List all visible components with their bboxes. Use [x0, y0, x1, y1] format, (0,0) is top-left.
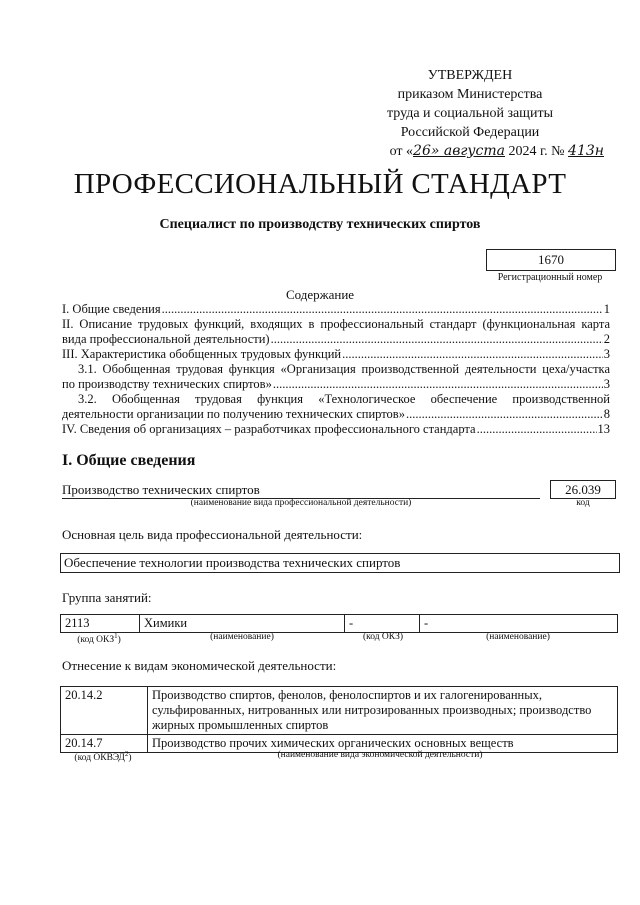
- toc-item: IV. Сведения об организациях – разработчиках профессионального стандарта ..... 13: [62, 422, 610, 437]
- occupation-group-table: [60, 614, 618, 633]
- goal-text: Обеспечение технологии производства технических спиртов: [60, 553, 620, 573]
- approval-date-line: [330, 142, 610, 161]
- name-caption-2: (наименование): [486, 632, 550, 642]
- economic-activity-table: [60, 686, 618, 753]
- activity-caption: (наименование вида профессиональной деятельности): [190, 498, 412, 508]
- handwritten-date: 26» августа: [413, 143, 506, 159]
- approval-line-3: труда и социальной защиты: [387, 106, 553, 121]
- okved-code: 20.14.2: [61, 687, 148, 735]
- table-row: [61, 615, 618, 633]
- date-prefix: от «: [389, 144, 414, 159]
- table-row: [61, 687, 618, 735]
- econ-label: Отнесение к видам экономической деятельности:: [62, 658, 337, 673]
- approval-block: [330, 66, 610, 161]
- standard-name: Специалист по производству технических спиртов: [159, 217, 481, 232]
- okved-name: Производство прочих химических органических основных веществ: [148, 735, 618, 753]
- okved-caption: (код ОКВЭД$^2$): [74, 750, 132, 764]
- okz-code-2: -: [345, 615, 420, 633]
- okz-caption-2: (код ОКЗ): [362, 632, 404, 642]
- code-caption: код: [576, 498, 590, 508]
- toc-item: вида профессиональной деятельности) ..... 2: [62, 332, 610, 347]
- goal-label: Основная цель вида профессиональной деятельности:: [62, 527, 363, 542]
- occupation-name-2: -: [420, 615, 618, 633]
- okved-code: 20.14.7: [61, 735, 148, 753]
- registration-label: Регистрационный номер: [497, 272, 603, 283]
- toc-heading: Содержание: [285, 287, 355, 302]
- occupation-name: Химики: [140, 615, 345, 633]
- toc-item: III. Характеристика обобщенных трудовых функций ..... 3: [62, 347, 610, 362]
- handwritten-number: 413н: [568, 143, 604, 159]
- registration-number: 1670: [486, 249, 616, 271]
- toc-item-line: II. Описание трудовых функций, входящих в профессиональный стандарт (функциональная карта: [62, 317, 610, 331]
- approval-line-1: УТВЕРЖДЕН: [427, 68, 513, 83]
- activity-name: Производство технических спиртов: [62, 482, 540, 499]
- section-heading: I. Общие сведения: [62, 452, 196, 469]
- date-year: 2024 г. №: [505, 144, 569, 159]
- okz-code: 2113: [61, 615, 140, 633]
- toc-item: деятельности организации по получению технических спиртов» ..... 8: [62, 407, 610, 422]
- name-caption: (наименование): [210, 632, 274, 642]
- approval-line-2: приказом Министерства: [397, 87, 543, 102]
- toc-item: I. Общие сведения ..... 1: [62, 302, 610, 317]
- activity-code: 26.039: [550, 480, 616, 499]
- document-title: ПРОФЕССИОНАЛЬНЫЙ СТАНДАРТ: [73, 168, 567, 200]
- okved-name: Производство спиртов, фенолов, фенолоспиртов и их галогенированных, сульфированных, нитрованных или нитрозированных производных; производство жирных промышленных спиртов: [148, 687, 618, 735]
- okz-caption: (код ОКЗ$^1$): [77, 632, 121, 646]
- okved-name-caption: (наименование вида экономической деятельности): [277, 750, 483, 760]
- toc-item-line: 3.1. Обобщенная трудовая функция «Организация производственной деятельности цеха/участка: [78, 362, 610, 376]
- approval-line-4: Российской Федерации: [400, 125, 540, 140]
- toc-item-line: 3.2. Обобщенная трудовая функция «Технологическое обеспечение производственной: [78, 392, 610, 406]
- toc-item: по производству технических спиртов» ..... 3: [62, 377, 610, 392]
- table-of-contents: [62, 302, 610, 437]
- group-label: Группа занятий:: [62, 590, 152, 605]
